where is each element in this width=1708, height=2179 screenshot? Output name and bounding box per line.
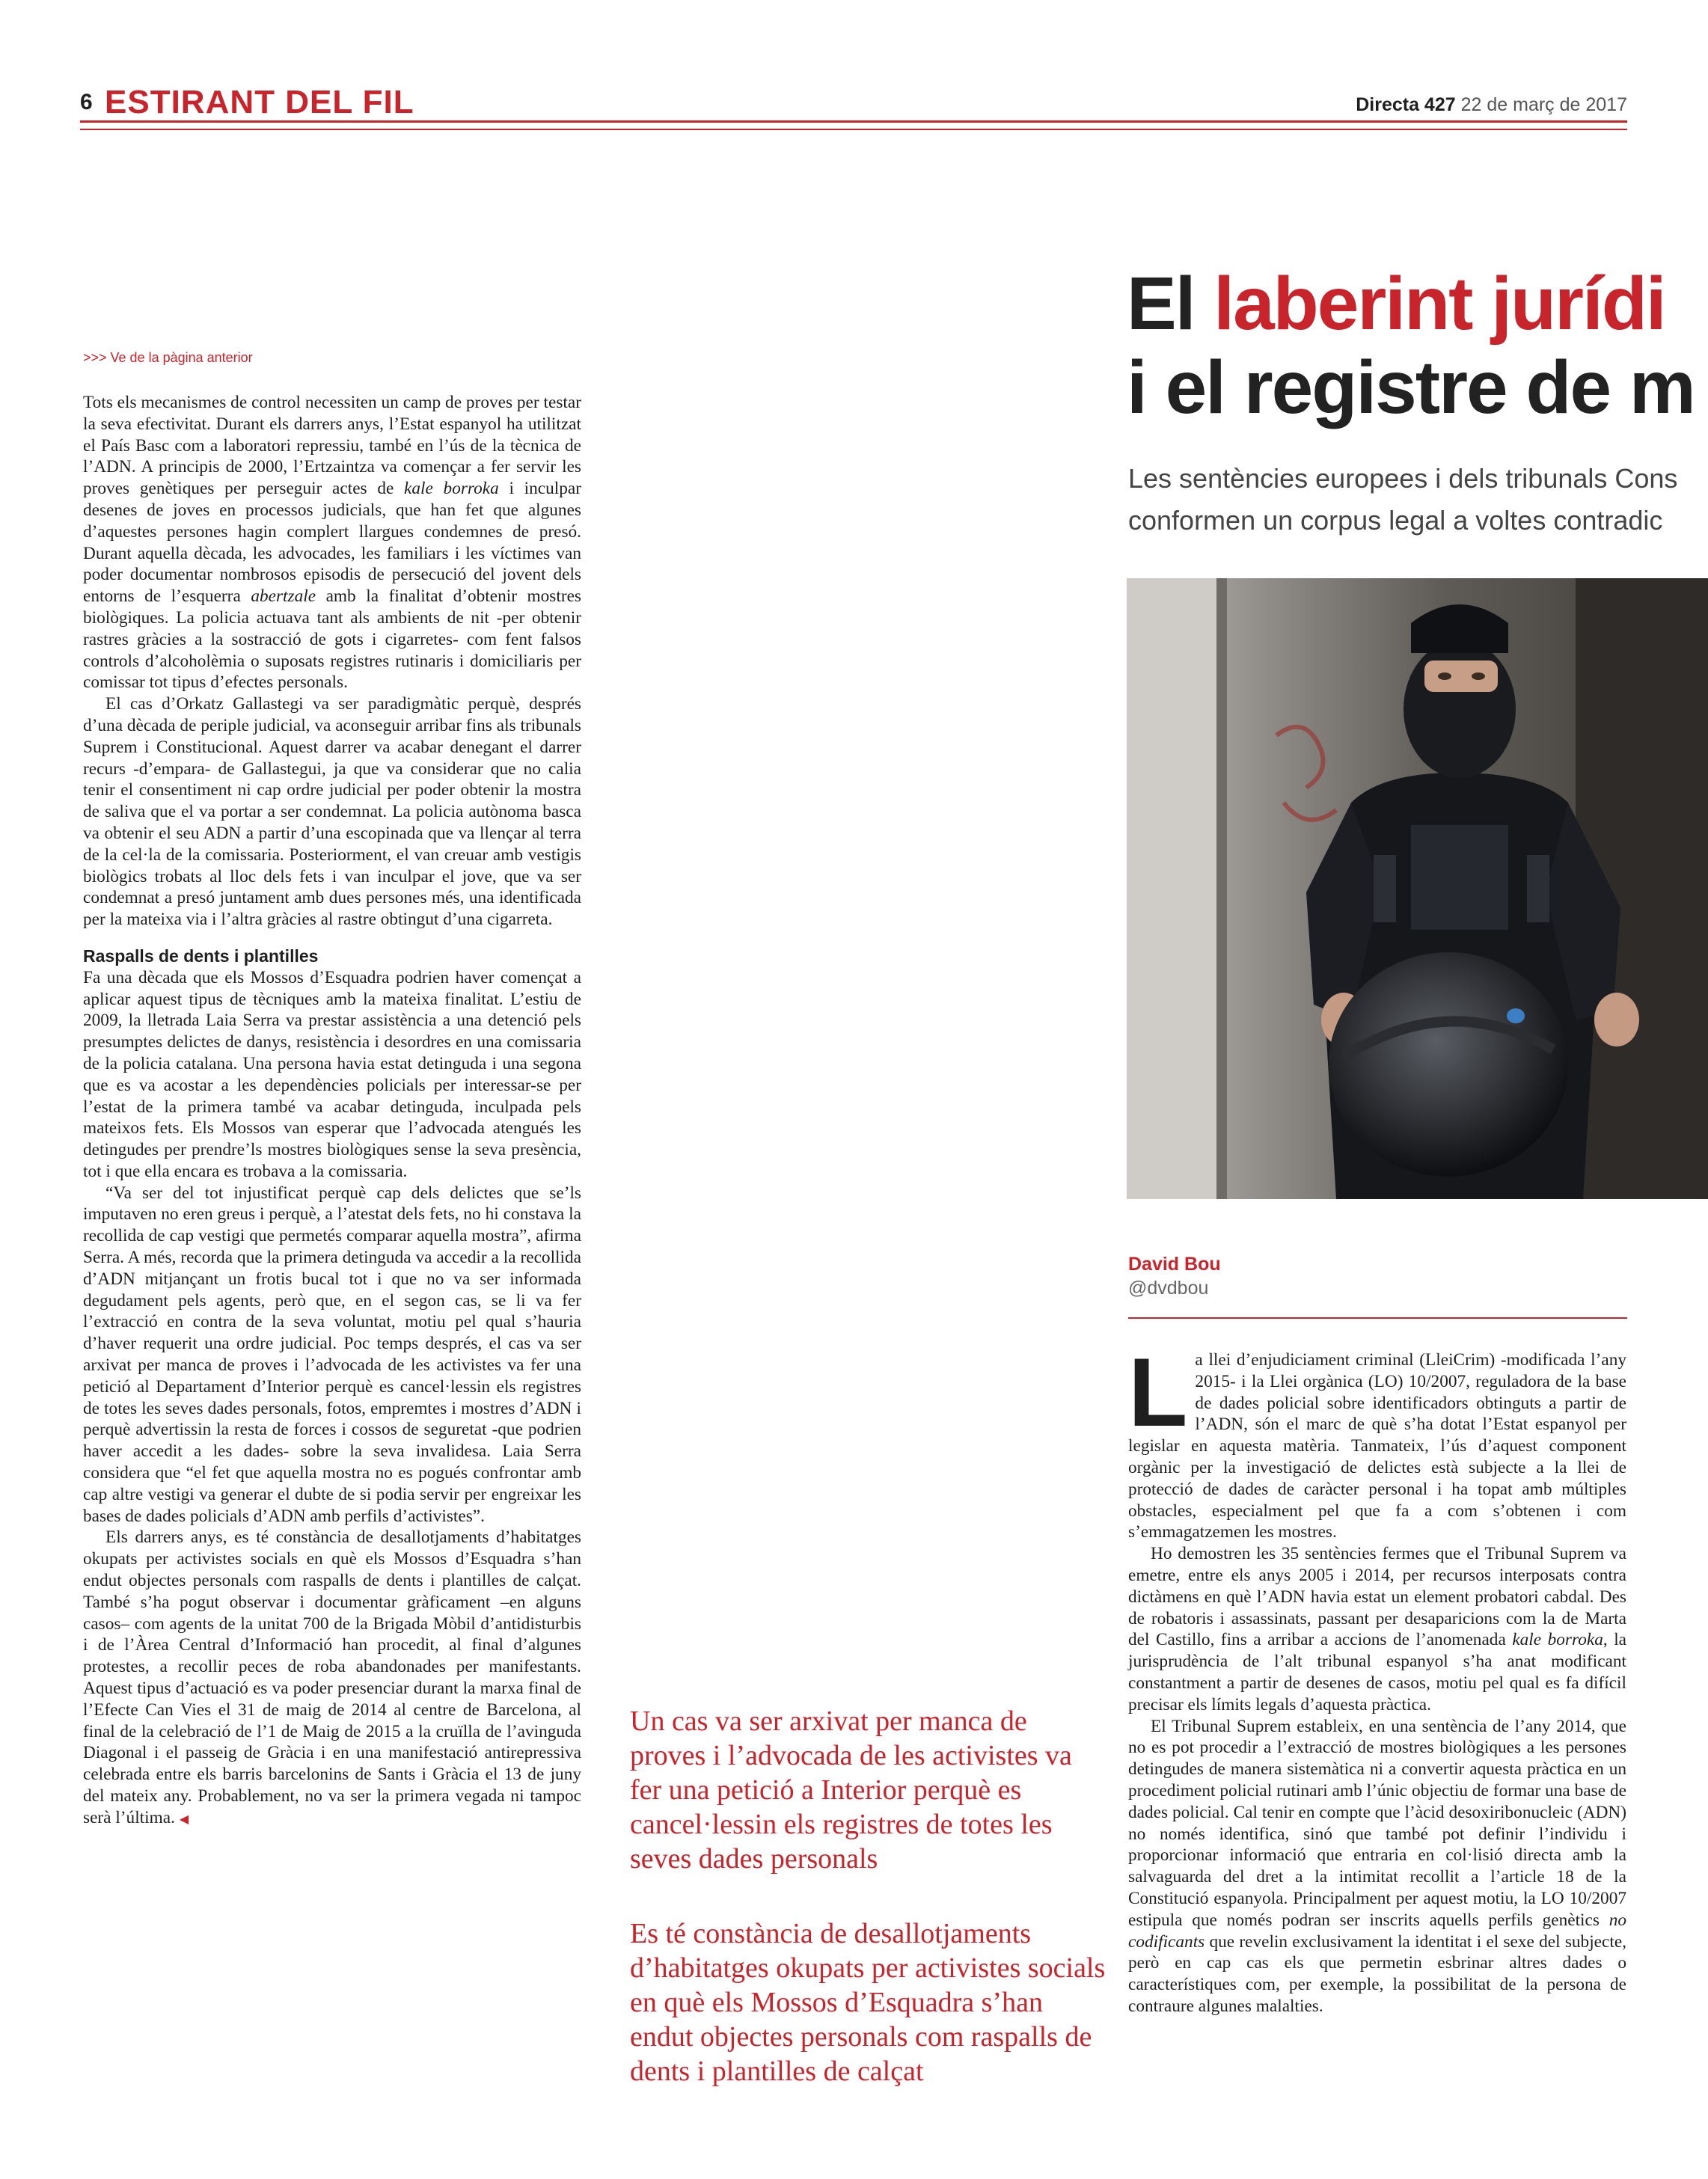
standfirst	[1128, 458, 1677, 542]
end-of-article-icon: ◀	[179, 1811, 189, 1826]
paragraph: El Tribunal Suprem estableix, en una sentència de l’any 2014, que no es pot procedir a l’extracció de mostres biològiques a les persones detingudes de manera sistemàtica ni a convertir aquesta pràctica en un procediment policial rutinari amb l’únic objectiu de formar una base de dades policial. Cal tenir en compte que l’àcid desoxiribonucleic (ADN) no només identifica, sinó que també pot definir l’individu i proporcionar informació que entraria en col·lisió directa amb la salvaguarda del dret a la intimitat recollit a l’article 18 de la Constitució espanyola. Principalment per aquest motiu, la LO 10/2007 estipula que només podran ser inscrits aquells perfils genètics no codificants que revelin exclusivament la identitat i el sexe del subjecte, però en cap cas els que permetin esbrinar altres dades o característiques com, per exemple, la possibilitat de la persona de contraure algunes malalties.	[1128, 1716, 1626, 2016]
byline-rule	[1128, 1317, 1627, 1319]
header-rule-bottom	[80, 129, 1627, 130]
headline-plain: El	[1127, 262, 1195, 346]
subheading: Raspalls de dents i plantilles	[83, 946, 319, 966]
standfirst-line2: conformen un corpus legal a voltes contradic	[1128, 505, 1663, 536]
page-number: 6	[80, 90, 93, 114]
continued-from-label: >>> Ve de la pàgina anterior	[83, 350, 253, 365]
paragraph: Ho demostren les 35 sentències fermes que el Tribunal Suprem va emetre, entre els anys 2005 i 2014, per recursos interposats contra dictàmens en què l’ADN havia estat un element probatori cabdal. Des de robatoris i assassinats, passant per desaparicions com la de Marta del Castillo, fins a arribar a accions de l’anomenada kale borroka, la jurisprudència de l’alt tribunal espanyol s’ha anat modificant constantment a partir de desenes de casos, motiu pel qual es fa difícil precisar els límits legals d’aquesta pràctica.	[1128, 1544, 1627, 1714]
article-right-column	[1128, 1337, 1627, 2017]
pull-quote: Es té constància de desallotjaments d’habitatges okupats per activistes socials en què els Mossos d’Esquadra s’han endut objectes personals com raspalls de dents i plantilles de calçat	[630, 1918, 1106, 2087]
paragraph: “Va ser del tot injustificat perquè cap dels delictes que se’ls imputaven no eren greus i perquè, a l’atestat dels fets, no hi constava la recollida de cap vestigi que permetés comparar aquella mostra”, afirma Serra. A més, recorda que la primera detinguda va accedir a la recollida d’ADN mitjançant un frotis bucal tot i que no va ser informada degudament pels agents, però que, en el segon cas, se li va fer l’extracció en contra de la seva voluntat, motiu pel qual s’hauria d’haver requerit una ordre judicial. Poc temps després, el cas va ser arxivat per manca de proves i l’advocada de les activistes va fer una petició al Departament d’Interior perquè es cancel·lessin els registres de totes les seves dades personals, fotos, empremtes i mostres d’ADN i perquè advertissin la resta de forces i cossos de seguretat -que podrien haver accedit a les dades- sobre la seva invalidesa. Laia Serra considera que “el fet que aquella mostra no es pogués confrontar amb cap altre vestigi va generar el dubte de si podia servir per engreixar les bases de dades policials d’ADN amb perfils d’activistes”.	[83, 1183, 581, 1526]
headline-line2: i el registre de m	[1127, 346, 1695, 429]
headline	[1127, 262, 1695, 429]
drop-cap: L	[1128, 1337, 1188, 1447]
section-title: ESTIRANT DEL FIL	[105, 84, 414, 120]
standfirst-line1: Les sentències europees i dels tribunals Cons	[1128, 463, 1678, 494]
paragraph: Els darrers anys, es té constància de desallotjaments d’habitatges okupats per activistes socials en què els Mossos d’Esquadra s’han endut objectes personals com raspalls de dents i plantilles de calçat. També s’ha pogut observar i documentar gràficament –en alguns casos– com agents de la unitat 700 de la Brigada Mòbil d’antidisturbis i de l’Àrea Central d’Informació han procedit, al final d’algunes protestes, a recollir peces de roba abandonades per manifestants. Aquest tipus d’actuació es va poder presenciar durant la marxa final de l’Efecte Can Vies el 31 de maig de 2014 al centre de Barcelona, al final de la celebració de l’1 de Maig de 2015 a la cruïlla de l’avinguda Diagonal i el passeig de Gràcia i en una manifestació antirepressiva celebrada entre els barris barcelonins de Sants i Gràcia el 13 de juny del mateix any. Probablement, no va ser la primera vegada ni tampoc serà l’última. ◀	[83, 1527, 581, 1827]
headline-red: laberint jurídi	[1213, 262, 1665, 346]
paragraph: La llei d’enjudiciament criminal (LleiCrim) -modificada l’any 2015- i la Llei orgànica (LO) 10/2007, reguladora de la base de dades policial sobre identificadors obtinguts a partir de l’ADN, són el marc de què s’ha dotat l’Estat espanyol per legislar en aquesta matèria. Tanmateix, l’ús d’aquest component orgànic per la investigació de delictes està subjecte a la llei de protecció de dades de caràcter personal i ha topat amb múltiples obstacles, especialment pel que fa a com s’obtenen i com s’emmagatzemen les mostres.	[1128, 1337, 1626, 1542]
byline-name: David Bou	[1128, 1254, 1221, 1275]
publication-name: Directa 427	[1356, 94, 1456, 115]
paragraph: Fa una dècada que els Mossos d’Esquadra podrien haver començat a aplicar aquest tipus de tècniques amb la mateixa finalitat. L’estiu de 2009, la lletrada Laia Serra va prestar assistència a una detenció pels presumptes delictes de danys, resistència i desordres en una comissaria de la policia catalana. Una persona havia estat detinguda i una segona que es va acostar a les dependències policials per interessar-se per l’estat de la primera també va acabar detinguda, inculpada pels mateixos fets. Els Mossos van esperar que l’advocada atengués les detingudes per prendre’ls mostres biològiques sense la seva presència, tot i que ella encara es trobava a la comissaria.	[83, 967, 581, 1181]
header-rule-top	[80, 120, 1627, 123]
police-officer-photo	[1127, 578, 1708, 1199]
paragraph: Tots els mecanismes de control necessiten un camp de proves per testar la seva efectivitat. Durant els darrers anys, l’Estat espanyol ha utilitzat el País Basc com a laboratori repressiu, també en l’ús de la tècnica de l’ADN. A principis de 2000, l’Ertzaintza va començar a fer servir les proves genètiques per perseguir actes de kale borroka i inculpar desenes de joves en processos judicials, que han fet que algunes d’aquestes persones hagin complert llargues condemnes de presó. Durant aquella dècada, les advocades, les familiars i les víctimes van poder documentar nombrosos episodis de persecució del jovent dels entorns de l’esquerra abertzale amb la finalitat d’obtenir mostres biològiques. La policia actuava tant als ambients de nit -per obtenir rastres gràcies a la sostracció de gots i cigarretes- com fent falsos controls d’alcoholèmia o suposats registres rutinaris i domiciliaris per comissar tot tipus d’efectes personals.	[83, 393, 582, 693]
article-left-column	[83, 392, 581, 1830]
byline-handle[interactable]: @dvdbou	[1128, 1278, 1209, 1299]
issue-date: 22 de març de 2017	[1460, 94, 1627, 115]
article-photo	[1127, 578, 1708, 1199]
pull-quote: Un cas va ser arxivat per manca de proves i l’advocada de les activistes va fer una petició a Interior perquè es cancel·lessin els registres de totes les seves dades personals	[630, 1705, 1072, 1875]
paragraph: El cas d’Orkatz Gallastegi va ser paradigmàtic perquè, després d’una dècada de periple judicial, va aconseguir arribar fins als tribunals Suprem i Constitucional. Aquest darrer va acabar denegant el darrer recurs -d’empara- de Gallastegui, ja que va considerar que no calia tenir el consentiment ni cap ordre judicial per poder obtenir la mostra de saliva que el va portar a ser condemnat. La policia autònoma basca va obtenir el seu ADN a partir d’una escopinada que va llençar al terra de la cel·la de la comissaria. Posteriorment, el van creuar amb vestigis biològics trobats al lloc dels fets i van inculpar el jove, que va ser condemnat a presó juntament amb dues persones més, una identificada per la mateixa via i l’altra gràcies al rastre obtingut d’una cigarreta.	[83, 694, 581, 930]
masthead	[1356, 94, 1627, 116]
